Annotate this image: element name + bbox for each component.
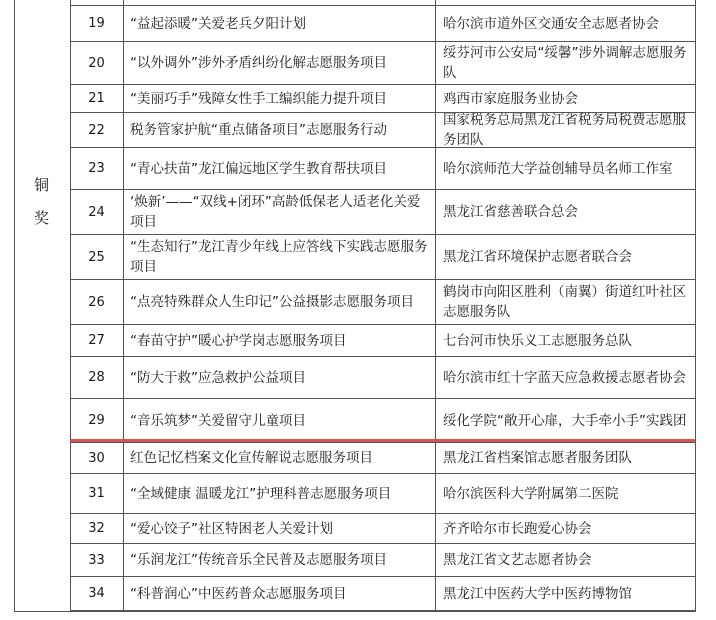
project-name-cell [124, 190, 434, 234]
project-name-cell [124, 514, 434, 543]
row-number-cell [70, 6, 123, 41]
organization-cell-text: 国家税务总局黑龙江省税务局税费志愿服务团队 [443, 113, 686, 147]
award-char-2: 奖 [33, 209, 49, 227]
project-name-cell-text: “全域健康 温暖龙江”护理科普志愿服务项目 [130, 485, 392, 502]
organization-cell [436, 399, 695, 442]
organization-cell [436, 514, 695, 543]
organization-cell [436, 280, 695, 324]
organization-cell [436, 42, 695, 84]
project-name-cell-text: “春苗守护”暖心护学岗志愿服务项目 [130, 332, 347, 349]
table-row [70, 85, 695, 113]
row-number-cell-text: 24 [88, 204, 105, 220]
row-number-cell [70, 42, 123, 84]
project-name-cell-text: “爱心饺子”社区特困老人关爱计划 [130, 520, 333, 537]
table-row [70, 280, 695, 325]
row-number-cell-text: 29 [88, 413, 105, 428]
row-number-cell [70, 85, 123, 112]
project-name-cell-text: 税务管家护航“重点储备项目”志愿服务行动 [130, 122, 387, 138]
table-row [70, 113, 695, 148]
project-name-cell-text: “益起添暖”关爱老兵夕阳计划 [130, 15, 306, 32]
row-number-cell-text: 31 [88, 486, 105, 501]
table-row [70, 443, 695, 474]
organization-cell [436, 148, 695, 189]
organization-cell-text: 绥芬河市公安局“绥馨”涉外调解志愿服务队 [443, 45, 687, 81]
award-category-cell [14, 0, 69, 612]
table-row [70, 190, 695, 235]
project-name-cell-text: 红色记忆档案文化宣传解说志愿服务项目 [130, 450, 373, 466]
organization-cell-text: 黑龙江省文艺志愿者协会 [443, 552, 592, 568]
organization-cell [436, 113, 695, 147]
project-name-cell [124, 474, 434, 513]
organization-cell [436, 235, 695, 279]
row-number-cell-text: 26 [88, 294, 105, 310]
project-name-cell [124, 235, 434, 279]
organization-cell [436, 190, 695, 234]
row-number-cell [70, 577, 123, 610]
organization-cell [436, 6, 695, 41]
organization-cell-text: 哈尔滨医科大学附属第二医院 [443, 485, 619, 502]
row-number-cell-text: 20 [88, 55, 105, 71]
row-number-cell-text: 34 [88, 586, 105, 601]
row-number-cell [70, 399, 123, 442]
project-name-cell [124, 113, 434, 147]
table-row [70, 399, 695, 443]
project-name-cell-text: “科普润心”中医药普众志愿服务项目 [130, 585, 347, 602]
project-name-cell [124, 148, 434, 189]
table-row [70, 544, 695, 577]
organization-cell [436, 474, 695, 513]
organization-cell-text: 鹤岗市向阳区胜利（南翼）街道红叶社区志愿服务队 [443, 284, 686, 320]
row-number-cell [70, 113, 123, 147]
row-number-cell-text: 33 [88, 552, 105, 568]
bottom-border [14, 611, 696, 612]
project-name-cell [124, 357, 434, 398]
table-row [70, 514, 695, 544]
row-number-cell [70, 235, 123, 279]
project-name-cell [124, 577, 434, 610]
project-name-cell [124, 42, 434, 84]
row-number-cell [70, 357, 123, 398]
project-name-cell-text: “美丽巧手”残障女性手工编织能力提升项目 [130, 90, 387, 107]
award-char-1: 铜 [33, 176, 49, 194]
table-row [70, 577, 695, 611]
highlight-underline [70, 439, 695, 442]
row-number-cell-text: 32 [88, 521, 105, 536]
project-name-cell [124, 85, 434, 112]
project-name-cell-text: “防大于救”应急救护公益项目 [130, 369, 306, 386]
organization-cell-text: 黑龙江中医药大学中医药博物馆 [443, 585, 632, 602]
row-number-cell [70, 514, 123, 543]
organization-cell [436, 325, 695, 356]
row-number-cell [70, 190, 123, 234]
organization-cell [436, 85, 695, 112]
organization-cell-text: 齐齐哈尔市长跑爱心协会 [443, 520, 592, 537]
organization-cell [436, 544, 695, 576]
organization-cell-text: 七台河市快乐义工志愿服务总队 [443, 332, 632, 349]
project-name-cell [124, 325, 434, 356]
table-row [70, 42, 695, 85]
row-number-cell-text: 22 [88, 122, 105, 138]
project-name-cell-text: “音乐筑梦”关爱留守儿童项目 [130, 412, 306, 429]
project-name-cell-text: “青心扶苗”龙江偏远地区学生教育帮扶项目 [130, 160, 387, 177]
table-row [70, 474, 695, 514]
row-number-cell [70, 280, 123, 324]
project-name-cell-text: “生态知行”龙江青少年线上应答线下实践志愿服务项目 [130, 239, 428, 275]
row-number-cell [70, 148, 123, 189]
project-name-cell [124, 280, 434, 324]
table-row [70, 325, 695, 357]
organization-cell [436, 443, 695, 473]
organization-cell-text: 黑龙江省环境保护志愿者联合会 [443, 249, 632, 265]
row-number-cell [70, 544, 123, 576]
project-name-cell [124, 399, 434, 442]
row-number-cell-text: 19 [88, 16, 105, 31]
project-name-cell-text: ‘焕新’——“双线+闭环”高龄低保老人适老化关爱项目 [130, 194, 421, 230]
row-number-cell-text: 21 [88, 91, 105, 106]
organization-cell-text: 哈尔滨市红十字蓝天应急救援志愿者协会 [443, 369, 686, 386]
row-number-cell-text: 23 [88, 161, 105, 176]
project-name-cell-text: “乐润龙江”传统音乐全民普及志愿服务项目 [130, 552, 387, 568]
right-border [695, 0, 696, 612]
row-number-cell [70, 474, 123, 513]
organization-cell-text: 黑龙江省慈善联合总会 [443, 204, 578, 220]
row-number-cell [70, 325, 123, 356]
table-row [70, 6, 695, 42]
organization-cell [436, 357, 695, 398]
organization-cell [436, 577, 695, 610]
table-row [70, 235, 695, 280]
organization-cell-text: 哈尔滨师范大学益创辅导员名师工作室 [443, 160, 673, 177]
organization-cell-text: 黑龙江省档案馆志愿者服务团队 [443, 450, 632, 466]
row-number-cell-text: 30 [88, 450, 105, 466]
row-number-cell-text: 25 [88, 249, 105, 265]
table-row [70, 148, 695, 190]
project-name-cell [124, 544, 434, 576]
row-number-cell-text: 28 [88, 370, 105, 385]
project-name-cell-text: “点亮特殊群众人生印记”公益摄影志愿服务项目 [130, 294, 414, 310]
organization-cell-text: 绥化学院“敞开心扉，大手牵小手”实践团 [443, 412, 687, 429]
project-name-cell [124, 443, 434, 473]
project-name-cell-text: “以外调外”涉外矛盾纠纷化解志愿服务项目 [130, 55, 387, 71]
organization-cell-text: 鸡西市家庭服务业协会 [443, 90, 578, 107]
row-number-cell [70, 443, 123, 473]
project-name-cell [124, 6, 434, 41]
organization-cell-text: 哈尔滨市道外区交通安全志愿者协会 [443, 15, 659, 32]
table-row [70, 357, 695, 399]
row-number-cell-text: 27 [88, 333, 105, 348]
